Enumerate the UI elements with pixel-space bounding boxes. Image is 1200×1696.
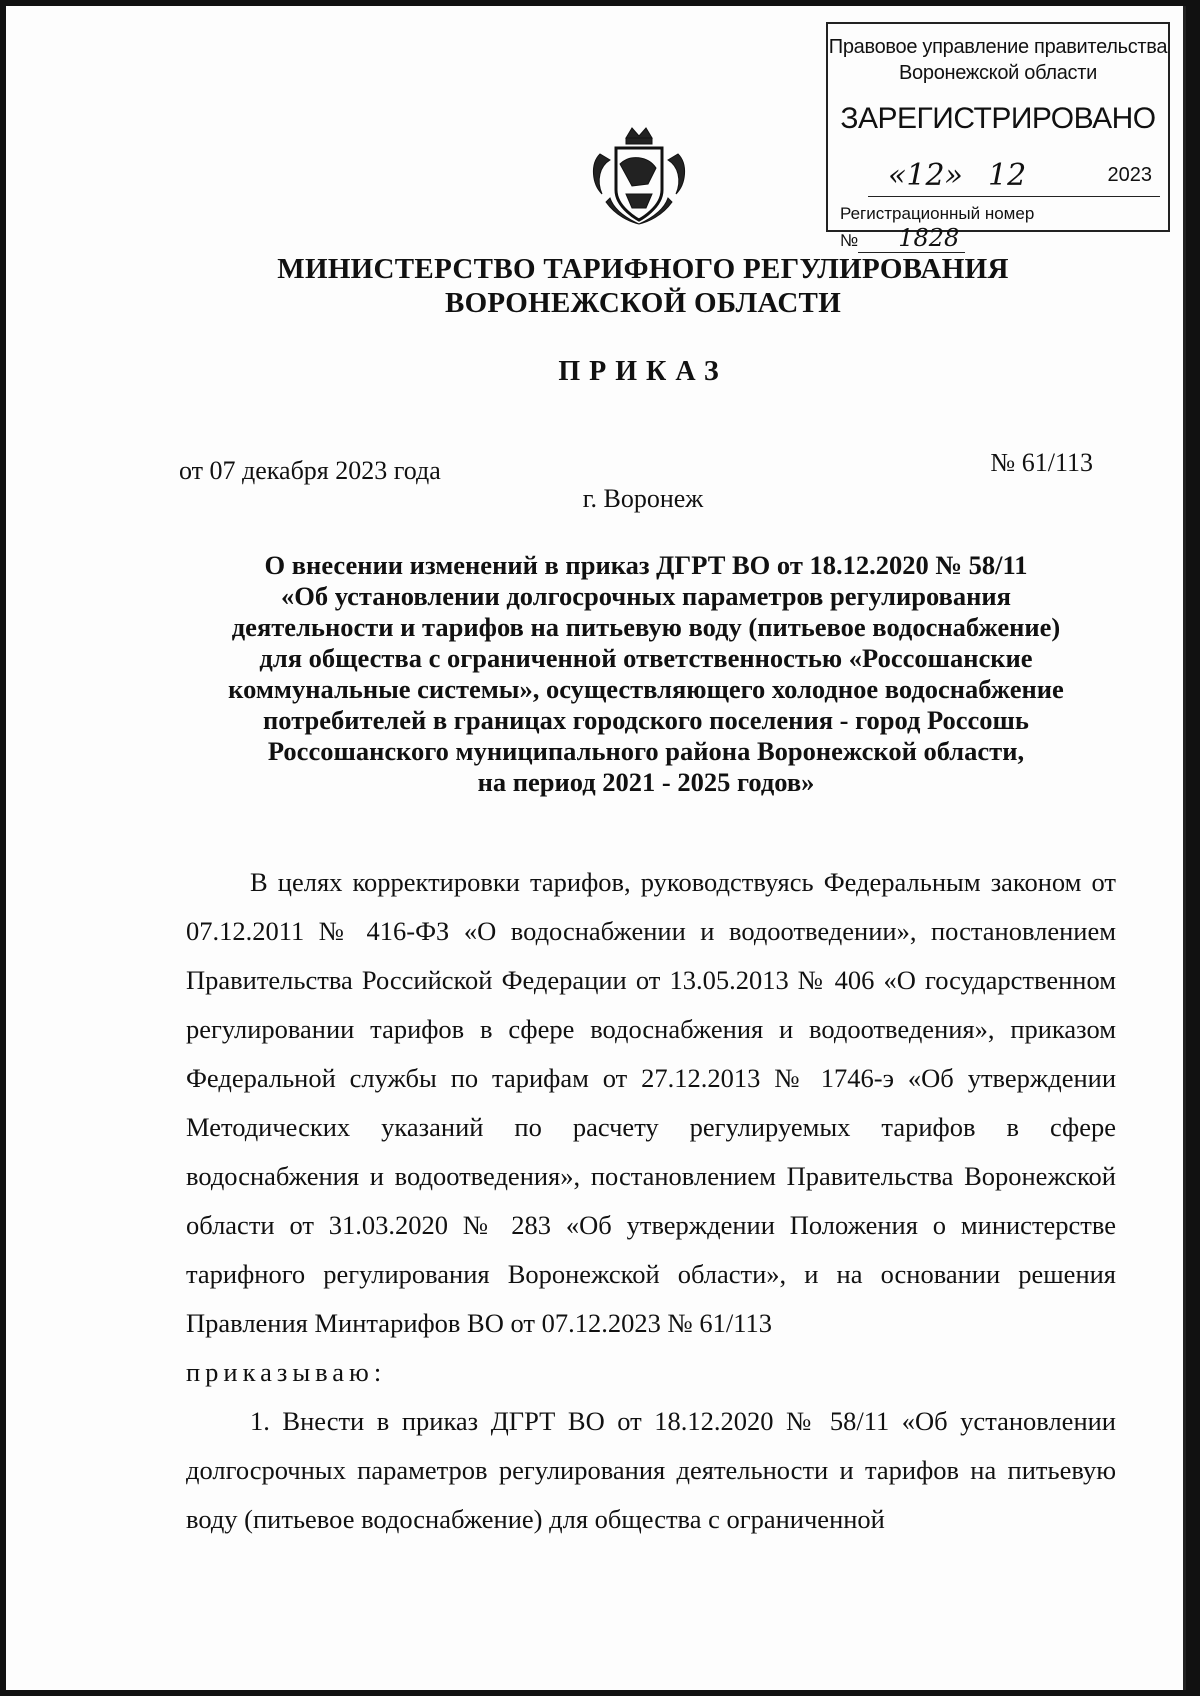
order-number: № 61/113 bbox=[990, 448, 1093, 477]
stamp-org-line2: Воронежской области bbox=[899, 62, 1097, 84]
subject-line: коммунальные системы», осуществляющего холодное водоснабжение bbox=[228, 674, 1064, 704]
subject-line: О внесении изменений в приказ ДГРТ ВО от 18.12.2020 № 58/11 bbox=[264, 550, 1028, 580]
stamp-date bbox=[868, 158, 1160, 197]
ministry-line1: МИНИСТЕРСТВО ТАРИФНОГО РЕГУЛИРОВАНИЯ bbox=[277, 253, 1009, 285]
order-body bbox=[186, 858, 1116, 1544]
stamp-organization bbox=[828, 34, 1168, 86]
stamp-registered: ЗАРЕГИСТРИРОВАНО bbox=[840, 102, 1156, 135]
document-page bbox=[6, 6, 1186, 1690]
item-1-paragraph: 1. Внести в приказ ДГРТ ВО от 18.12.2020 № 58/11 «Об установлении долгосрочных параметров регулирования деятельности и тарифов на питьевую воду (питьевое водоснабжение) для общества с ограниченной bbox=[186, 1406, 1116, 1534]
order-subject bbox=[176, 550, 1116, 798]
order-title: ПРИКАЗ bbox=[558, 356, 728, 387]
stamp-reg-label: Регистрационный номер № bbox=[840, 204, 1035, 250]
stamp-month: 12 bbox=[988, 158, 1027, 193]
order-date: от 07 декабря 2023 года bbox=[179, 456, 441, 485]
subject-line: для общества с ограниченной ответственностью «Россошанские bbox=[259, 643, 1033, 673]
stamp-year: 2023 bbox=[1107, 164, 1152, 186]
preamble-paragraph: В целях корректировки тарифов, руководствуясь Федеральным законом от 07.12.2011 № 416-ФЗ «О водоснабжении и водоотведении», постановлением Правительства Российской Федерации от 13.05.2013 № 406 «О государственном регулировании тарифов в сфере водоснабжения и водоотведения», приказом Федеральной службы по тарифам от 27.12.2013 № 1746-э «Об утверждении Методических указаний по расчету регулируемых тарифов в сфере водоснабжения и водоотведения», постановлением Правительства Воронежской области от 31.03.2020 № 283 «Об утверждении Положения о министерстве тарифного регулирования Воронежской области», и на основании решения Правления Минтарифов ВО от 07.12.2023 № 61/113 bbox=[186, 867, 1116, 1338]
registration-stamp bbox=[826, 22, 1170, 252]
stamp-org-line1: Правовое управление правительства bbox=[828, 36, 1168, 58]
voronezh-coat-of-arms-icon bbox=[586, 124, 692, 228]
subject-line: на период 2021 - 2025 годов» bbox=[477, 767, 815, 797]
order-city: г. Воронеж bbox=[582, 484, 704, 513]
subject-line: деятельности и тарифов на питьевую воду (питьевое водоснабжение) bbox=[231, 612, 1061, 642]
stamp-day: «12» bbox=[888, 158, 963, 193]
subject-line: Россошанского муниципального района Воронежской области, bbox=[267, 736, 1025, 766]
stamp-reg-number-line bbox=[840, 204, 1162, 252]
subject-line: «Об установлении долгосрочных параметров регулирования bbox=[281, 581, 1011, 611]
ministry-name bbox=[6, 252, 1200, 320]
order-word: приказываю: bbox=[186, 1357, 387, 1387]
subject-line: потребителей в границах городского поселения - город Россошь bbox=[263, 705, 1029, 735]
stamp-reg-number: 1828 bbox=[858, 224, 965, 253]
ministry-line2: ВОРОНЕЖСКОЙ ОБЛАСТИ bbox=[444, 287, 842, 319]
